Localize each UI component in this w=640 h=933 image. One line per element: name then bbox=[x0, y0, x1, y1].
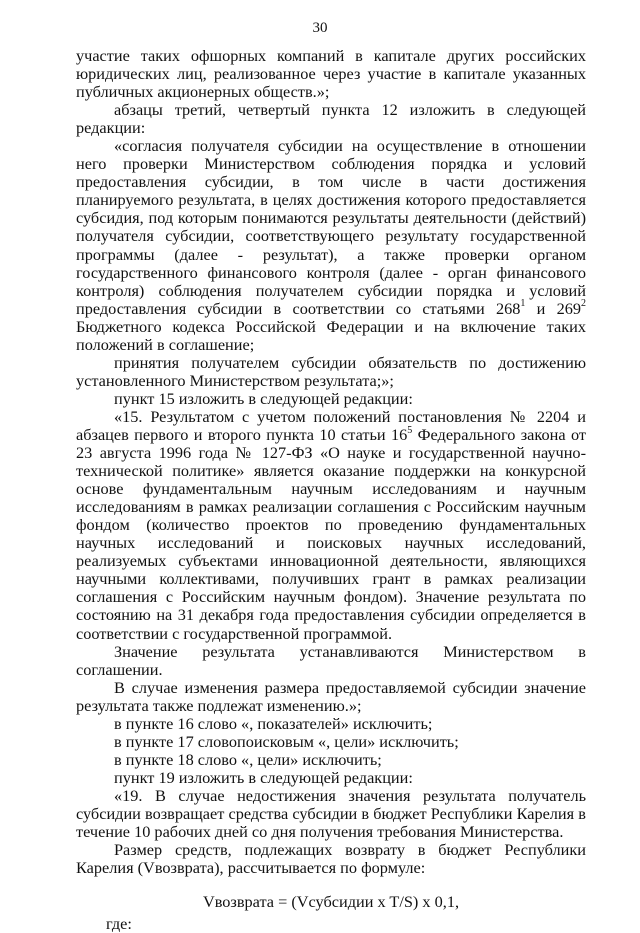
paragraph: в пункте 16 слово «, показателей» исключить; bbox=[114, 713, 433, 733]
paragraph: Значение результата устанавливаются Министерством в соглашении. bbox=[76, 641, 586, 679]
paragraph-text: «15. Результатом с учетом положений постановления № 2204 и абзацев первого и второго пункта 10 статьи 16 bbox=[76, 406, 586, 444]
paragraph: принятия получателем субсидии обязательств по достижению установленного Министерством результата;»; bbox=[76, 352, 586, 390]
paragraph: В случае изменения размера предоставляемой субсидии значение результата также подлежат изменению.»; bbox=[76, 677, 586, 715]
paragraph: Размер средств, подлежащих возврату в бюджет Республики Карелия (Vвозврата), рассчитывается по формуле: bbox=[76, 840, 586, 878]
paragraph: «19. В случае недостижения значения результата получатель субсидии возвращает средства субсидии в бюджет Республики Карелия в течение 10 рабочих дней со дня получения требования Министерства. bbox=[76, 785, 586, 842]
paragraph: в пункте 17 словопоисковым «, цели» исключить; bbox=[114, 731, 459, 751]
paragraph: в пункте 18 слово «, цели» исключить; bbox=[114, 749, 382, 769]
document-body bbox=[76, 47, 586, 933]
superscript: 1 bbox=[520, 298, 526, 310]
superscript: 5 bbox=[407, 424, 413, 436]
paragraph bbox=[76, 408, 586, 643]
paragraph: абзацы третий, четвертый пункта 12 изложить в следующей редакции: bbox=[76, 100, 586, 138]
paragraph: пункт 19 изложить в следующей редакции: bbox=[114, 767, 413, 787]
paragraph: пункт 15 изложить в следующей редакции: bbox=[114, 388, 413, 408]
paragraph-text: Бюджетного кодекса Российской Федерации и на включение таких положений в соглашение; bbox=[76, 316, 586, 354]
paragraph-text: и 269 bbox=[525, 298, 581, 318]
page-number: 30 bbox=[312, 20, 328, 36]
formula: Vвозврата = (Vсубсидии x T/S) x 0,1, bbox=[202, 892, 460, 912]
paragraph-text: Федерального закона от 23 августа 1996 года № 127-ФЗ «О науке и государственной научно-технической политике» является оказание поддержки на конкурсной основе фундаментальным научным исследованиям и научным исследованиям в рамках реализации соглашения с Российским научным фондом (количество проектов по проведению фундаментальных научных исследований и поисковых научных исследований, реализуемых субъектами инновационной деятельности, являющихся научными коллективами, получивших грант в рамках реализации соглашения с Российским научным фондом). Значение результата по состоянию на 31 декабря года предоставления субсидии определяется в соответствии с государственной программой. bbox=[76, 424, 586, 643]
formula-where-label: где: bbox=[106, 914, 132, 933]
paragraph: участие таких офшорных компаний в капитале других российских юридических лиц, реализованное через участие в капитале указанных публичных акционерных обществ.»; bbox=[76, 46, 586, 102]
paragraph-text: «согласия получателя субсидии на осуществление в отношении него проверки Министерством соблюдения порядка и условий предоставления субсидии, в том числе в части достижения планируемого результата, в целях достижения которого предоставляется субсидия, под которым понимаются результаты деятельности (действий) получателя субсидии, соответствующего результату государственной программы (далее - результат), а также проверки органом государственного финансового контроля (далее - орган финансового контроля) соблюдения получателем субсидии порядка и условий предоставления субсидии в соответствии со статьями 268 bbox=[76, 136, 586, 318]
superscript: 2 bbox=[581, 298, 586, 310]
paragraph bbox=[76, 137, 586, 354]
